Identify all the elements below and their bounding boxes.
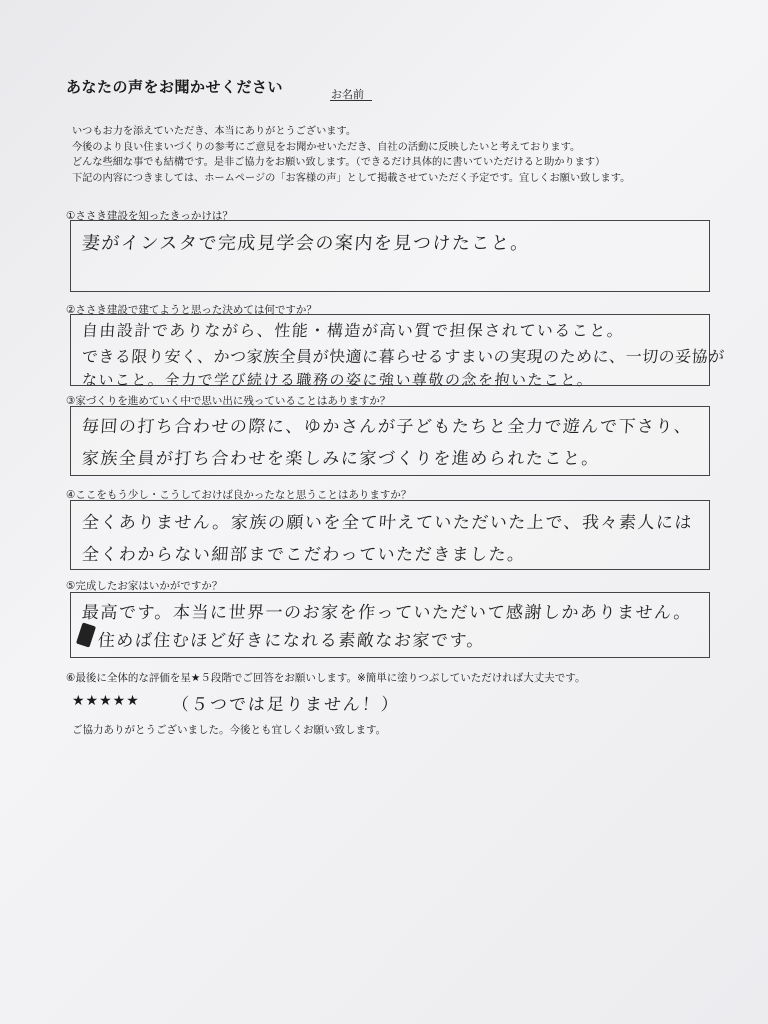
question-6: ⑥最後に全体的な評価を星★５段階でご回答をお願いします。※簡単に塗りつぶしていただければ大丈夫です。: [66, 672, 586, 684]
answer-2-line-2: できる限り安く、かつ家族全員が快適に暮らせるすまいの実現のために、一切の妥協が: [81, 347, 726, 366]
intro-line: 今後のより良い住まいづくりの参考にご意見をお聞かせいただき、自社の活動に反映したいと考えております。: [72, 141, 581, 153]
answer-5-line-1: 最高です。本当に世界一のお家を作っていただいて感謝しかありません。: [81, 603, 693, 623]
intro-line: 下記の内容につきましては、ホームページの「お客様の声」として掲載させていただく予定です。宜しくお願い致します。: [72, 172, 631, 184]
question-4: ④ここをもう少し・こうしておけば良かったなと思うことはありますか？: [66, 489, 412, 501]
question-3: ③家づくりを進めていく中で思い出に残っていることはありますか？: [66, 395, 391, 407]
answer-1-line-1: 妻がインスタで完成見学会の案内を見つけたこと。: [81, 233, 531, 254]
answer-4-line-1: 全くありません。家族の願いを全て叶えていただいた上で、我々素人には: [81, 513, 694, 533]
closing-thanks: ご協力ありがとうございました。今後とも宜しくお願い致します。: [72, 724, 387, 736]
answer-2-line-3: ないこと。全力で学び続ける職務の姿に強い尊敬の念を抱いたこと。: [81, 371, 595, 389]
question-2: ②ささき建設で建てようと思った決めては何ですか？: [66, 304, 317, 316]
answer-3-line-1: 毎回の打ち合わせの際に、ゆかさんが子どもたちと全力で遊んで下さり、: [81, 417, 694, 437]
star-rating: ★★★★★: [72, 693, 140, 709]
question-1: ①ささき建設を知ったきっかけは？: [66, 210, 233, 222]
star-rating-note: （５つでは足りません！）: [171, 695, 401, 715]
answer-5-line-2: 住めば住むほど好きになれる素敵なお家です。: [97, 631, 486, 651]
form-title: あなたの声をお聞かせください: [66, 78, 284, 96]
intro-text: [72, 124, 732, 186]
question-5: ⑤完成したお家はいかがですか？: [66, 580, 223, 592]
intro-line: いつもお力を添えていただき、本当にありがとうございます。: [72, 126, 357, 137]
answer-2-line-1: 自由設計でありながら、性能・構造が高い質で担保されていること。: [81, 321, 626, 340]
name-underline: [330, 100, 372, 101]
answer-3-line-2: 家族全員が打ち合わせを楽しみに家づくりを進められたこと。: [81, 449, 601, 469]
name-label: お名前: [331, 88, 364, 101]
intro-line: どんな些細な事でも結構です。是非ご協力をお願い致します。（できるだけ具体的に書いていただけると助かります）: [72, 157, 606, 168]
answer-4-line-2: 全くわからない細部までこだわっていただきました。: [81, 545, 527, 565]
